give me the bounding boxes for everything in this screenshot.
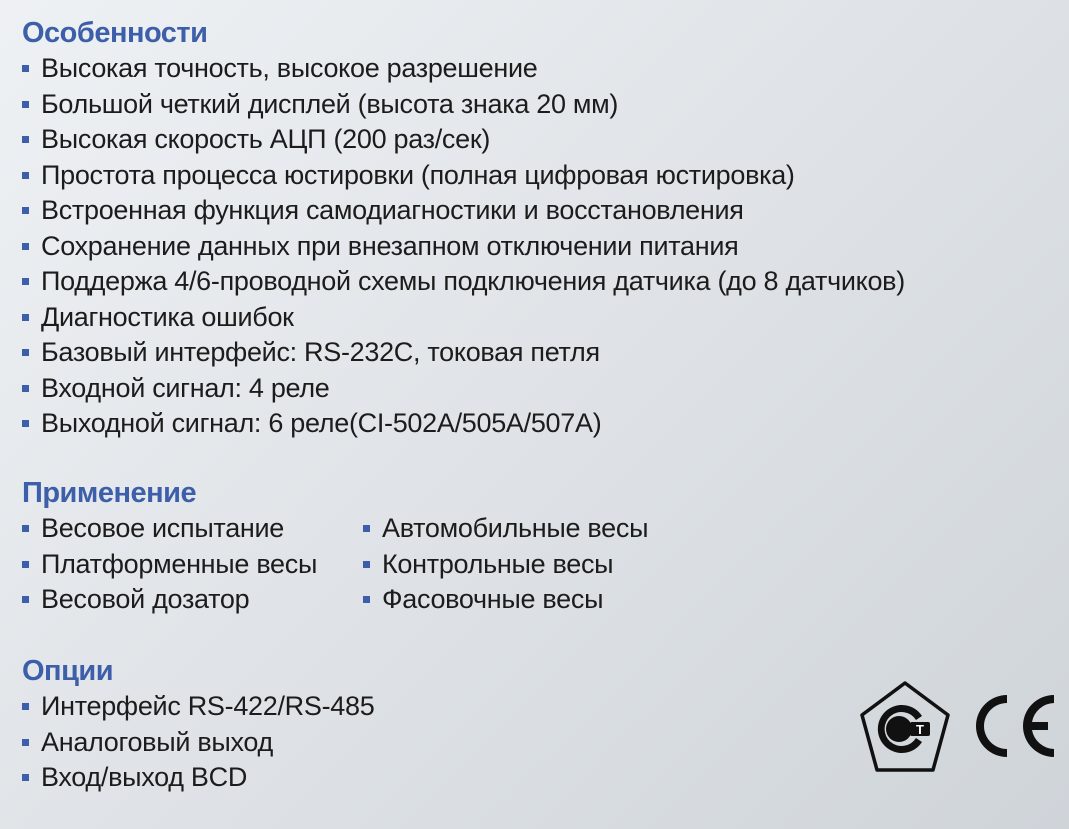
list-item-text: Платформенные весы: [41, 548, 318, 579]
list-item-text: Входной сигнал: 4 реле: [41, 372, 330, 403]
options-heading: Опции: [22, 655, 114, 687]
bullet-icon: [22, 243, 29, 250]
bullet-icon: [363, 596, 370, 603]
list-item-text: Большой четкий дисплей (высота знака 20 мм): [41, 88, 619, 119]
features-list: [22, 51, 905, 442]
ce-letter-e: [1023, 695, 1054, 757]
bullet-icon: [22, 385, 29, 392]
list-item-text: Простота процесса юстировки (полная цифровая юстировка): [41, 159, 795, 190]
list-item: [22, 689, 374, 725]
gost-inner-disc: [886, 716, 912, 742]
list-item: [363, 582, 648, 618]
list-item: [22, 547, 317, 583]
list-item-text: Высокая точность, высокое разрешение: [41, 53, 538, 83]
list-item-text: Интерфейс RS-422/RS-485: [41, 691, 375, 721]
list-item: [22, 406, 905, 442]
options-list: [22, 689, 374, 796]
bullet-icon: [22, 420, 29, 427]
list-item-text: Диагностика ошибок: [41, 301, 294, 332]
applications-heading: Применение: [22, 477, 197, 509]
bullet-icon: [22, 207, 29, 214]
bullet-icon: [22, 774, 29, 781]
list-item: [22, 264, 905, 300]
list-item: [363, 511, 648, 547]
list-item-text: Встроенная функция самодиагностики и восстановления: [41, 195, 744, 225]
bullet-icon: [22, 525, 29, 532]
list-item-text: Контрольные весы: [382, 548, 614, 579]
list-item: [22, 725, 374, 761]
bullet-icon: [22, 101, 29, 108]
list-item: [22, 371, 905, 407]
bullet-icon: [22, 314, 29, 321]
list-item-text: Весовой дозатор: [41, 584, 250, 614]
list-item-text: Поддержа 4/6-проводной схемы подключения датчика (до 8 датчиков): [41, 266, 905, 296]
bullet-icon: [22, 172, 29, 179]
bullet-icon: [22, 136, 29, 143]
list-item-text: Автомобильные весы: [382, 513, 649, 543]
bullet-icon: [22, 65, 29, 72]
features-heading: Особенности: [22, 17, 208, 49]
list-item-text: Фасовочные весы: [382, 584, 604, 614]
list-item: [363, 547, 648, 583]
bullet-icon: [363, 561, 370, 568]
ce-letter-c: [976, 695, 1007, 757]
list-item: [22, 300, 905, 336]
gost-r-certification-icon: [858, 680, 952, 774]
bullet-icon: [22, 596, 29, 603]
list-item: [22, 511, 317, 547]
list-item: [22, 582, 317, 618]
applications-list-column-1: [22, 511, 317, 618]
bullet-icon: [22, 349, 29, 356]
list-item-text: Сохранение данных при внезапном отключении питания: [41, 230, 739, 261]
ce-certification-icon: [974, 691, 1056, 761]
list-item: [22, 760, 374, 796]
list-item-text: Аналоговый выход: [41, 726, 273, 757]
list-item-text: Базовый интерфейс: RS-232C, токовая петля: [41, 337, 600, 367]
list-item: [22, 335, 905, 371]
list-item: [22, 158, 905, 194]
list-item: [22, 122, 905, 158]
bullet-icon: [22, 561, 29, 568]
list-item-text: Весовое испытание: [41, 513, 285, 543]
list-item-text: Вход/выход BCD: [41, 762, 248, 792]
list-item-text: Выходной сигнал: 6 реле(CI-502A/505A/507A): [41, 408, 602, 438]
bullet-icon: [363, 525, 370, 532]
bullet-icon: [22, 278, 29, 285]
bullet-icon: [22, 703, 29, 710]
list-item: [22, 193, 905, 229]
list-item-text: Высокая скорость АЦП (200 раз/сек): [41, 124, 491, 154]
list-item: [22, 229, 905, 265]
applications-list-column-2: [363, 511, 648, 618]
list-item: [22, 51, 905, 87]
gost-t-letter: Т: [916, 722, 924, 737]
list-item: [22, 87, 905, 123]
bullet-icon: [22, 739, 29, 746]
